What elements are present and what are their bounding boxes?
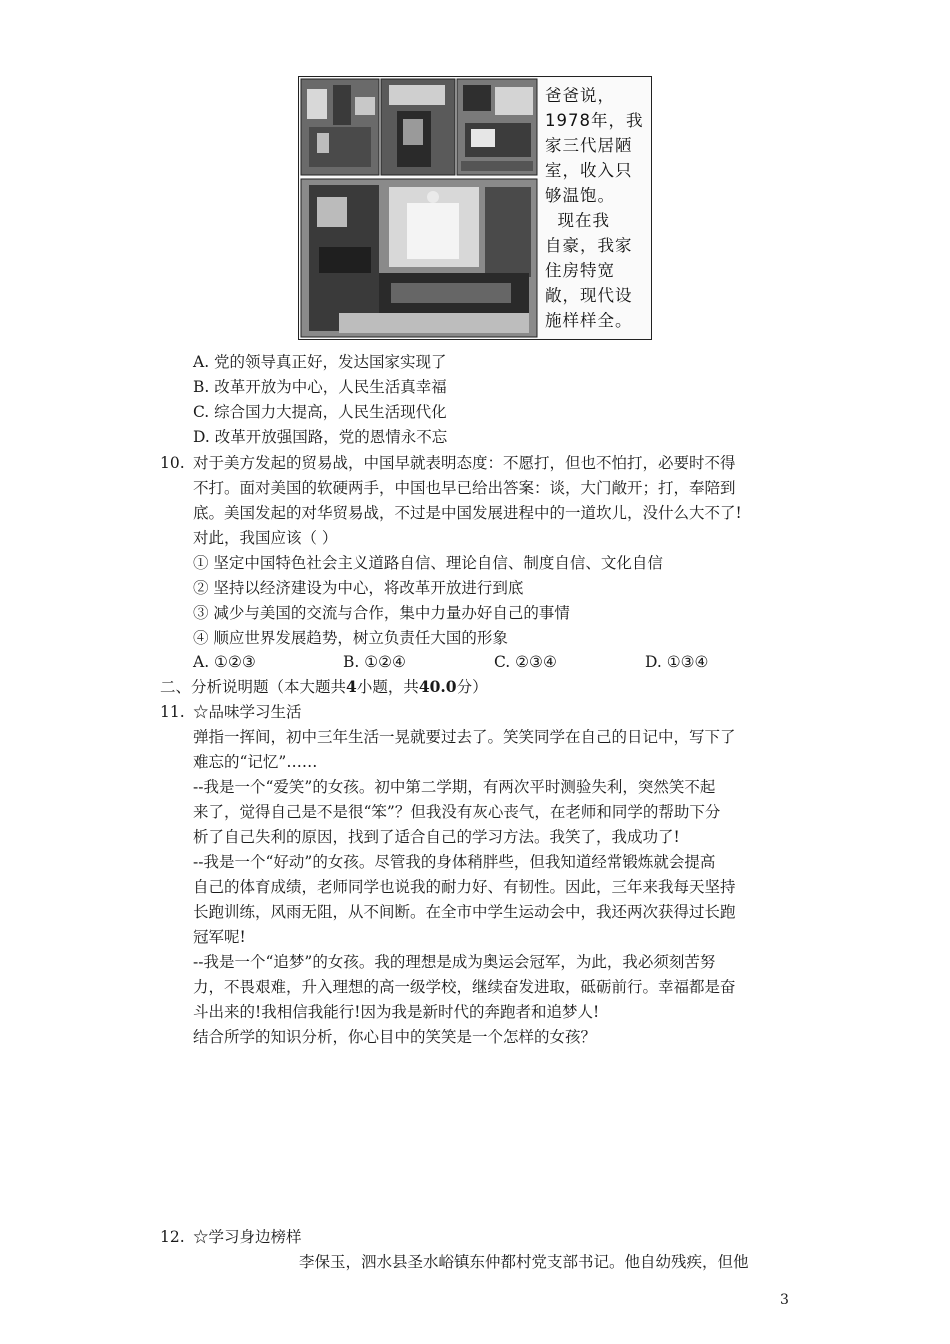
q11-question: 结合所学的知识分析，你心目中的笑笑是一个怎样的女孩？ (193, 1028, 597, 1046)
caption-line: 现在我 (545, 211, 610, 230)
q10-item-2: ② 坚持以经济建设为中心，将改革开放进行到底 (193, 579, 524, 597)
q10-choice-c: C. ②③④ (494, 653, 557, 671)
photo-collage-image (299, 77, 539, 339)
q11-line: 难忘的“记忆”…… (193, 753, 318, 771)
q12-title: ☆学习身边榜样 (193, 1228, 302, 1246)
photo-collage (299, 77, 539, 339)
q12-first-line: 李保玉，泗水县圣水峪镇东仲都村党支部书记。他自幼残疾，但他 (299, 1253, 749, 1271)
figure-caption (545, 83, 647, 333)
caption-line: 住房特宽 (545, 261, 615, 280)
section2-heading (160, 677, 488, 697)
caption-line: 家三代居陋 (545, 136, 633, 155)
comparison-figure (298, 76, 652, 340)
q10-stem-line: 底。美国发起的对华贸易战，不过是中国发展进程中的一道坎儿，没什么大不了! (193, 504, 742, 522)
q11-line: --我是一个“好动”的女孩。尽管我的身体稍胖些，但我知道经常锻炼就会提高 (193, 853, 716, 871)
page-number: 3 (780, 1292, 789, 1308)
q10-number: 10. (160, 454, 185, 472)
q10-stem-line: 对于美方发起的贸易战，中国早就表明态度：不愿打，但也不怕打，必要时不得 (193, 454, 736, 472)
caption-line: 够温饱。 (545, 186, 615, 205)
caption-line: 施样样全。 (545, 311, 633, 330)
q11-line: --我是一个“爱笑”的女孩。初中第二学期，有两次平时测验失利，突然笑不起 (193, 778, 716, 796)
q10-stem-line: 对此，我国应该（ ） (193, 529, 338, 547)
section2-mid: 小题，共 (356, 678, 419, 696)
q11-line: 来了，觉得自己是不是很“笨”？但我没有灰心丧气，在老师和同学的帮助下分 (193, 803, 721, 821)
caption-line: 自豪，我家 (545, 236, 633, 255)
caption-line: 敞，现代设 (545, 286, 633, 305)
section2-score: 40.0 (418, 677, 457, 696)
q10-item-4: ④ 顺应世界发展趋势，树立负责任大国的形象 (193, 629, 508, 647)
q10-stem-line: 不打。面对美国的软硬两手，中国也早已给出答案：谈，大门敞开；打，奉陪到 (193, 479, 736, 497)
q10-choice-a: A. ①②③ (193, 653, 256, 671)
q11-line: 力，不畏艰难，升入理想的高一级学校，继续奋发进取，砥砺前行。幸福都是奋 (193, 978, 736, 996)
q9-option-d: D. 改革开放强国路，党的恩情永不忘 (193, 428, 448, 446)
q11-line: 弹指一挥间，初中三年生活一晃就要过去了。笑笑同学在自己的日记中，写下了 (193, 728, 736, 746)
q11-line: --我是一个“追梦”的女孩。我的理想是成为奥运会冠军，为此，我必须刻苦努 (193, 953, 716, 971)
q10-choice-d: D. ①③④ (645, 653, 709, 671)
q11-line: 冠军呢! (193, 928, 246, 946)
q11-line: 自己的体育成绩，老师同学也说我的耐力好、有韧性。因此，三年来我每天坚持 (193, 878, 736, 896)
section2-count: 4 (346, 677, 357, 696)
q11-number: 11. (160, 703, 185, 721)
caption-line: 1978年，我 (545, 111, 644, 130)
caption-line: 爸爸说， (545, 86, 615, 105)
section2-pre: 二、分析说明题（本大题共 (160, 678, 347, 696)
q9-option-a: A. 党的领导真正好，发达国家实现了 (193, 353, 447, 371)
q11-line: 析了自己失利的原因，找到了适合自己的学习方法。我笑了，我成功了! (193, 828, 680, 846)
q10-item-3: ③ 减少与美国的交流与合作，集中力量办好自己的事情 (193, 604, 570, 622)
q11-title: ☆品味学习生活 (193, 703, 302, 721)
q10-choice-b: B. ①②④ (343, 653, 406, 671)
caption-line: 室，收入只 (545, 161, 633, 180)
q9-option-b: B. 改革开放为中心，人民生活真幸福 (193, 378, 447, 396)
q11-line: 斗出来的!我相信我能行!因为我是新时代的奔跑者和追梦人! (193, 1003, 600, 1021)
q11-line: 长跑训练，风雨无阻，从不间断。在全市中学生运动会中，我还两次获得过长跑 (193, 903, 736, 921)
q12-number: 12. (160, 1228, 185, 1246)
q10-item-1: ① 坚定中国特色社会主义道路自信、理论自信、制度自信、文化自信 (193, 554, 663, 572)
q9-option-c: C. 综合国力大提高，人民生活现代化 (193, 403, 447, 421)
section2-post: 分） (456, 678, 488, 696)
